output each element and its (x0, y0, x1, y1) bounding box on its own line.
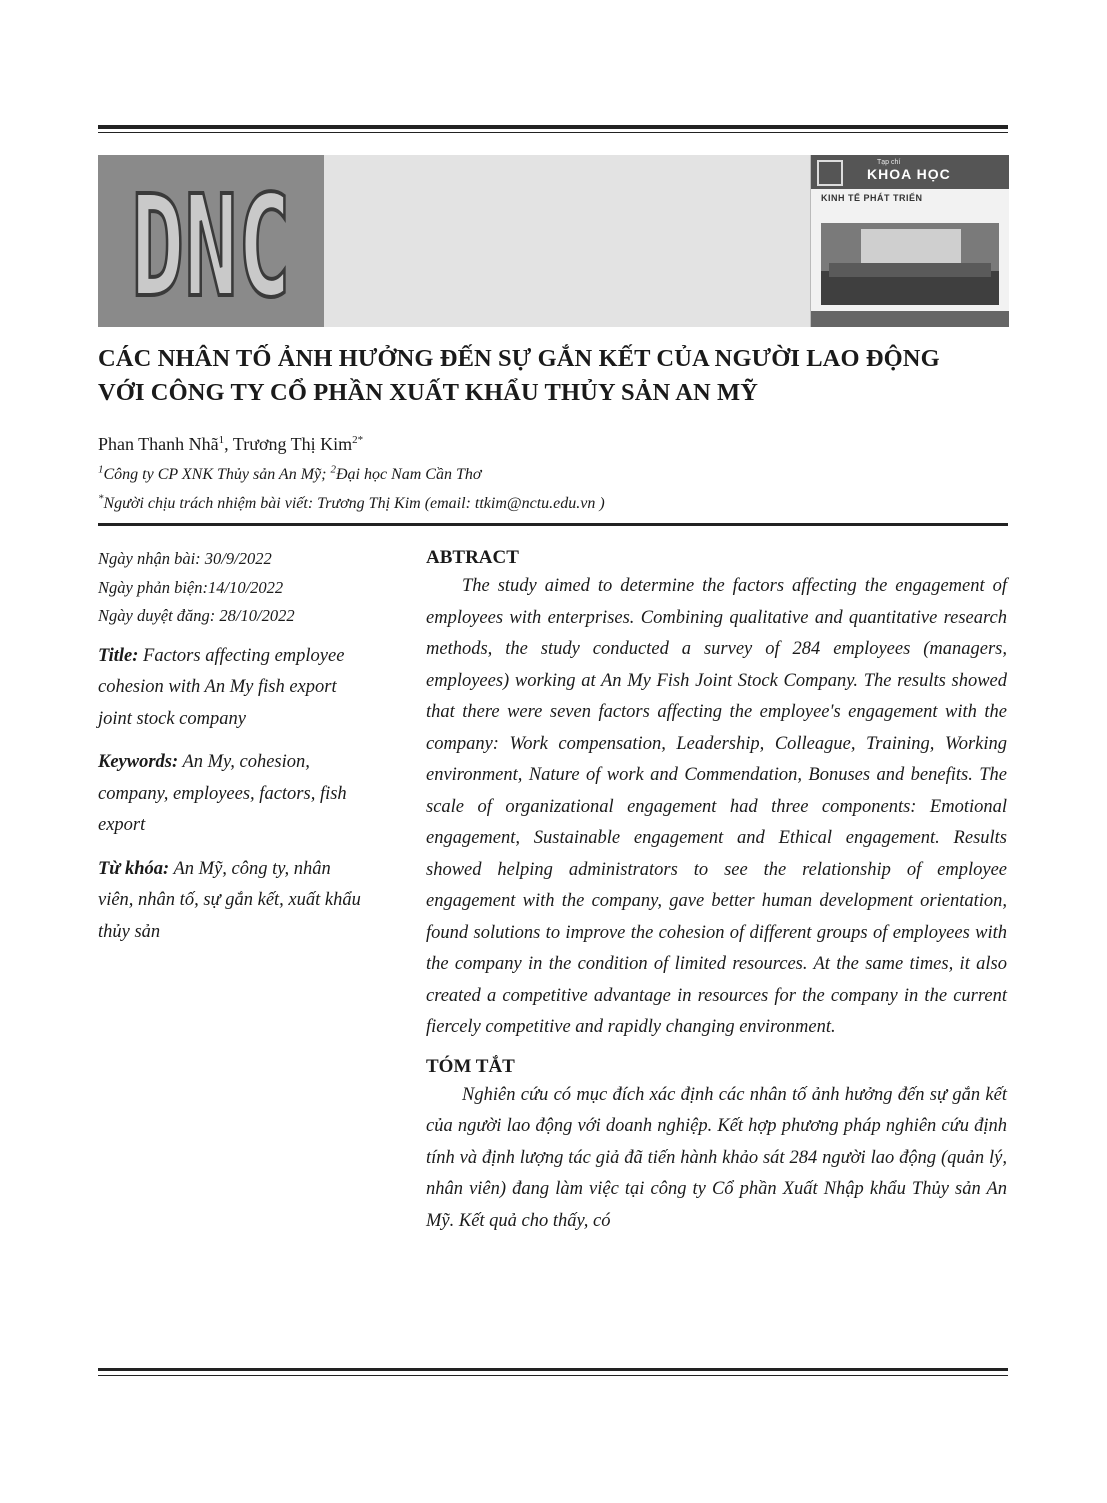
title-line-1: CÁC NHÂN TỐ ẢNH HƯỞNG ĐẾN SỰ GẮN KẾT CỦA NGƯỜI LAO ĐỘNG (98, 345, 940, 372)
cover-header (811, 155, 1009, 189)
affil-2: Đại học Nam Cần Thơ (335, 466, 482, 483)
author-1-affil-mark: 1 (218, 434, 225, 446)
logo-letters: DNC (131, 166, 291, 329)
keywords-vietnamese (98, 854, 370, 949)
cover-footer (811, 311, 1009, 327)
affiliations (98, 463, 482, 484)
cover-logo-icon (817, 160, 843, 186)
author-2-affil-mark: 2* (352, 434, 364, 446)
journal-banner (98, 155, 1008, 327)
title-line-2: VỚI CÔNG TY CỔ PHẦN XUẤT KHẨU THỦY SẢN AN MỸ (98, 379, 759, 406)
affil-1: Công ty CP XNK Thủy sản An Mỹ; (103, 466, 331, 483)
cover-subtitle: KINH TẾ PHÁT TRIỂN (821, 193, 923, 203)
abstract-column (426, 545, 1007, 1237)
footer-rule-thick (98, 1368, 1008, 1371)
tukhoa-label: Từ khóa: (98, 858, 170, 879)
header-rule-thin (98, 132, 1008, 133)
corresponding-mark: * (98, 492, 104, 505)
cover-pretitle: Tạp chí (877, 159, 901, 166)
dnc-logo (98, 155, 324, 327)
corresponding-author (98, 492, 605, 513)
tukhoa-value: An Mỹ, công ty, nhân viên, nhân tố, sự gắn kết, xuất khẩu thủy sản (98, 858, 361, 942)
cover-photo-graphic (821, 223, 999, 305)
footer-rule-thin (98, 1375, 1008, 1376)
date-reviewed: Ngày phản biện:14/10/2022 (98, 577, 284, 597)
keywords-label: Keywords: (98, 752, 179, 772)
english-title-label: Title: (98, 645, 139, 666)
dnc-logo-graphic (98, 155, 324, 327)
affil-2-mark: 2 (330, 463, 336, 476)
english-title-value: Factors affecting employee cohesion with An My fish export joint stock company (98, 645, 345, 729)
journal-cover-thumbnail (810, 155, 1009, 327)
cover-title: KHOA HỌC (867, 166, 951, 182)
keywords (98, 747, 370, 842)
author-separator: , (224, 434, 233, 454)
abstract-heading: ABTRACT (426, 547, 519, 568)
cover-photo (821, 223, 999, 305)
header-rule-thick (98, 125, 1008, 129)
article-title (98, 342, 1008, 410)
author-list (98, 434, 363, 455)
abstract-body: The study aimed to determine the factors affecting the engagement of employees with enterprises. Combining qualitative and quantitative research methods, the study conducted a survey of 284 employees (managers, employees) working at An My Fish Joint Stock Company. The results showed that there were seven factors affecting the employee's engagement with the company: Work compensation, Leadership, Colleague, Training, Working environment, Nature of work and Commendation, Bonuses and benefits. The scale of organizational engagement had three components: Emotional engagement, Sustainable engagement and Ethical engagement. Results showed helping administrators to see the relationship of employee engagement with the company, gave better human development orientation, found solutions to improve the cohesion of different groups of employees with the company in the condition of limited resources. At the same times, it also created a competitive advantage in resources for the company in the current fiercely competitive and rapidly changing environment. (426, 576, 1007, 1037)
tomtat-heading: TÓM TẮT (426, 1055, 515, 1077)
article-info-column (98, 545, 370, 948)
date-accepted: Ngày duyệt đăng: 28/10/2022 (98, 606, 295, 625)
keywords-value: An My, cohesion, company, employees, factors, fish export (98, 752, 347, 835)
affil-1-mark: 1 (98, 463, 104, 476)
title-divider (98, 523, 1008, 526)
tomtat-body: Nghiên cứu có mục đích xác định các nhân tố ảnh hưởng đến sự gắn kết của người lao động với doanh nghiệp. Kết hợp phương pháp nghiên cứu định tính và định lượng tác giả đã tiến hành khảo sát 284 người lao động (quản lý, nhân viên) đang làm việc tại công ty Cổ phần Xuất Nhập khẩu Thủy sản An Mỹ. Kết quả cho thấy, có (426, 1084, 1007, 1231)
author-2: Trương Thị Kim (232, 434, 353, 454)
date-received: Ngày nhận bài: 30/9/2022 (98, 549, 272, 568)
corresponding-text: Người chịu trách nhiệm bài viết: Trương Thị Kim (email: ttkim@nctu.edu.vn ) (103, 495, 605, 512)
author-1: Phan Thanh Nhã (98, 434, 219, 454)
english-title (98, 641, 370, 736)
article-dates (98, 545, 370, 631)
